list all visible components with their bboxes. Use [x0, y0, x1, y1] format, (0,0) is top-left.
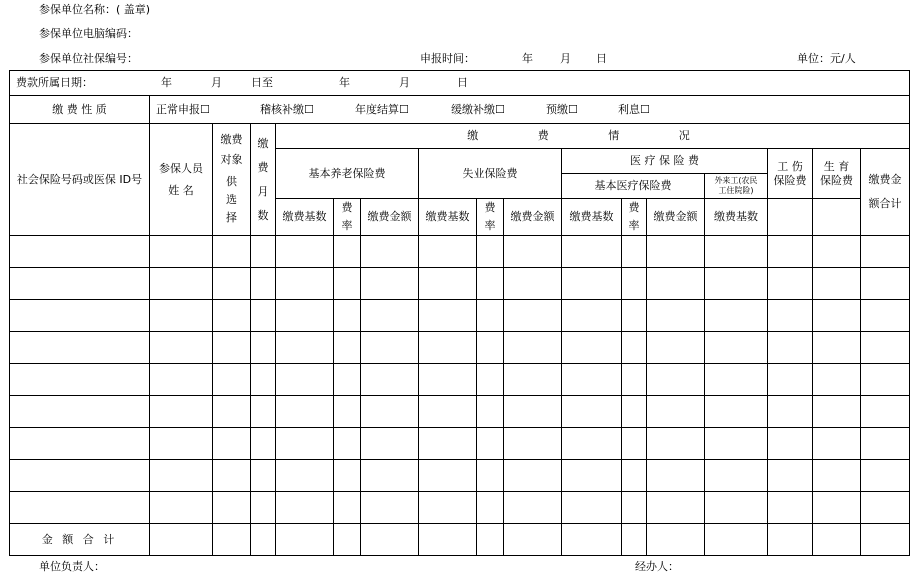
nature-option-deferred[interactable]: 缓缴补缴☐ — [451, 102, 505, 116]
cell[interactable] — [705, 396, 768, 428]
cell[interactable] — [334, 428, 361, 460]
cell[interactable] — [647, 492, 705, 524]
cell[interactable] — [361, 524, 419, 556]
cell[interactable] — [861, 236, 910, 268]
cell[interactable] — [647, 300, 705, 332]
cell[interactable] — [647, 428, 705, 460]
id-col-header: 社会保险号码或医保 ID号 — [10, 124, 150, 236]
cell[interactable] — [150, 396, 213, 428]
cell[interactable] — [10, 428, 150, 460]
cell[interactable] — [276, 236, 334, 268]
cell[interactable] — [213, 236, 251, 268]
migrant-base-header: 缴费基数 — [705, 199, 768, 236]
cell[interactable] — [361, 460, 419, 492]
cell[interactable] — [562, 460, 622, 492]
cell[interactable] — [705, 236, 768, 268]
cell[interactable] — [504, 492, 562, 524]
pension-header: 基本养老保险费 — [276, 149, 419, 199]
unit-name-label: 参保单位名称：( 盖章) — [39, 3, 151, 16]
cell[interactable] — [647, 332, 705, 364]
cell[interactable] — [276, 492, 334, 524]
cell[interactable] — [622, 428, 647, 460]
cell[interactable] — [150, 236, 213, 268]
cell[interactable] — [213, 332, 251, 364]
cell[interactable] — [562, 300, 622, 332]
cell[interactable] — [562, 332, 622, 364]
cell[interactable] — [10, 364, 150, 396]
cell[interactable] — [150, 428, 213, 460]
cell[interactable] — [562, 524, 622, 556]
object-col-line3: 供选择 — [226, 174, 237, 224]
total-col-line2: 额合计 — [868, 197, 902, 210]
cell[interactable] — [251, 396, 276, 428]
cell[interactable] — [276, 364, 334, 396]
object-col-line1: 缴费 — [220, 132, 243, 146]
cell[interactable] — [361, 492, 419, 524]
cell[interactable] — [562, 492, 622, 524]
cell[interactable] — [562, 428, 622, 460]
cell[interactable] — [768, 460, 813, 492]
cell[interactable] — [361, 300, 419, 332]
unemployment-amount-header: 缴费金额 — [504, 199, 562, 236]
cell[interactable] — [504, 428, 562, 460]
table-row — [10, 236, 910, 268]
period-row — [10, 71, 910, 96]
cell[interactable] — [768, 332, 813, 364]
cell[interactable] — [251, 460, 276, 492]
cell[interactable] — [477, 364, 504, 396]
object-col-line2: 对象 — [220, 152, 243, 166]
table-row — [10, 364, 910, 396]
cell[interactable] — [150, 332, 213, 364]
cell[interactable] — [10, 396, 150, 428]
cell[interactable] — [334, 332, 361, 364]
cell[interactable] — [504, 396, 562, 428]
cell[interactable] — [334, 236, 361, 268]
nature-option-interest[interactable]: 利息☐ — [618, 102, 650, 116]
cell[interactable] — [647, 236, 705, 268]
cell[interactable] — [705, 364, 768, 396]
cell[interactable] — [768, 364, 813, 396]
cell[interactable] — [622, 524, 647, 556]
cell[interactable] — [622, 300, 647, 332]
cell[interactable] — [276, 428, 334, 460]
cell[interactable] — [504, 460, 562, 492]
declare-time-label: 申报时间： — [420, 52, 475, 65]
cell[interactable] — [419, 236, 477, 268]
basic-medical-header: 基本医疗保险费 — [562, 174, 705, 199]
object-col-header — [213, 124, 251, 236]
cell[interactable] — [504, 236, 562, 268]
cell[interactable] — [213, 524, 251, 556]
cell[interactable] — [334, 364, 361, 396]
cell[interactable] — [334, 300, 361, 332]
cell[interactable] — [361, 396, 419, 428]
cell[interactable] — [251, 300, 276, 332]
cell[interactable] — [504, 364, 562, 396]
medical-rate-header: 费率 — [622, 199, 647, 236]
period-month1: 月 — [211, 76, 222, 89]
nature-label: 缴 费 性 质 — [10, 96, 150, 124]
cell[interactable] — [213, 460, 251, 492]
pension-base-header: 缴费基数 — [276, 199, 334, 236]
cell[interactable] — [562, 396, 622, 428]
cell[interactable] — [861, 524, 910, 556]
cell[interactable] — [477, 300, 504, 332]
name-col-header — [150, 124, 213, 236]
cell[interactable] — [861, 332, 910, 364]
cell[interactable] — [504, 524, 562, 556]
cell[interactable] — [705, 524, 768, 556]
cell[interactable] — [768, 524, 813, 556]
total-row — [10, 524, 910, 556]
injury-blank-cell — [768, 199, 813, 236]
cell[interactable] — [813, 428, 861, 460]
cell[interactable] — [768, 428, 813, 460]
table-row — [10, 300, 910, 332]
cell[interactable] — [504, 300, 562, 332]
cell[interactable] — [813, 332, 861, 364]
cell[interactable] — [768, 300, 813, 332]
total-col-header — [861, 149, 910, 236]
cell[interactable] — [768, 396, 813, 428]
cell[interactable] — [251, 332, 276, 364]
cell[interactable] — [477, 428, 504, 460]
cell[interactable] — [813, 460, 861, 492]
cell[interactable] — [861, 300, 910, 332]
cell[interactable] — [562, 236, 622, 268]
cell[interactable] — [813, 268, 861, 300]
cell[interactable] — [251, 364, 276, 396]
unemployment-rate-header: 费率 — [477, 199, 504, 236]
cell[interactable] — [276, 460, 334, 492]
cell[interactable] — [768, 492, 813, 524]
period-day-to: 日至 — [251, 76, 273, 89]
cell[interactable] — [251, 236, 276, 268]
cell[interactable] — [334, 524, 361, 556]
declare-year-label: 年 — [522, 52, 533, 65]
cell[interactable] — [10, 332, 150, 364]
period-year2: 年 — [339, 76, 350, 89]
table-row — [10, 492, 910, 524]
cell[interactable] — [150, 268, 213, 300]
table-row — [10, 268, 910, 300]
cell[interactable] — [361, 268, 419, 300]
unemployment-base-header: 缴费基数 — [419, 199, 477, 236]
nature-option-prepay[interactable]: 预缴☐ — [546, 102, 578, 116]
name-col-line1: 参保人员 — [159, 161, 203, 175]
table-row — [10, 460, 910, 492]
cell[interactable] — [647, 268, 705, 300]
cell[interactable] — [861, 492, 910, 524]
cell[interactable] — [276, 300, 334, 332]
cell[interactable] — [213, 492, 251, 524]
payment-status-header: 缴 费 情 况 — [276, 124, 910, 149]
maternity-blank-cell — [813, 199, 861, 236]
cell[interactable] — [361, 364, 419, 396]
cell[interactable] — [477, 492, 504, 524]
cell[interactable] — [705, 268, 768, 300]
cell[interactable] — [622, 460, 647, 492]
period-day2: 日 — [457, 76, 468, 89]
total-row-label: 金 额 合 计 — [10, 524, 150, 556]
cell[interactable] — [361, 428, 419, 460]
cell[interactable] — [419, 332, 477, 364]
cell[interactable] — [861, 428, 910, 460]
cell[interactable] — [334, 492, 361, 524]
cell[interactable] — [213, 268, 251, 300]
computer-code-label: 参保单位电脑编码： — [39, 27, 138, 40]
cell[interactable] — [419, 428, 477, 460]
cell[interactable] — [251, 524, 276, 556]
migrant-line1: 外来工(农民 — [714, 176, 758, 185]
cell[interactable] — [276, 396, 334, 428]
name-col-line2: 姓 名 — [168, 183, 194, 197]
cell[interactable] — [705, 428, 768, 460]
cell[interactable] — [419, 460, 477, 492]
cell[interactable] — [419, 492, 477, 524]
maternity-header — [813, 149, 861, 199]
medical-amount-header: 缴费金额 — [647, 199, 705, 236]
cell[interactable] — [813, 236, 861, 268]
cell[interactable] — [861, 268, 910, 300]
cell[interactable] — [150, 460, 213, 492]
cell[interactable] — [647, 524, 705, 556]
nature-option-audit[interactable]: 稽核补缴☐ — [260, 102, 314, 116]
cell[interactable] — [213, 364, 251, 396]
declare-day-label: 日 — [596, 52, 607, 65]
migrant-header — [705, 174, 768, 199]
cell[interactable] — [10, 300, 150, 332]
table-row — [10, 396, 910, 428]
cell[interactable] — [10, 236, 150, 268]
cell[interactable] — [477, 524, 504, 556]
cell[interactable] — [622, 492, 647, 524]
handler-label: 经办人： — [635, 560, 679, 573]
cell[interactable] — [10, 492, 150, 524]
table-row — [10, 428, 910, 460]
cell[interactable] — [504, 268, 562, 300]
cell[interactable] — [861, 364, 910, 396]
cell[interactable] — [150, 364, 213, 396]
cell[interactable] — [10, 268, 150, 300]
period-cell — [10, 71, 910, 96]
cell[interactable] — [477, 236, 504, 268]
social-security-no-label: 参保单位社保编号： — [39, 52, 138, 65]
cell[interactable] — [477, 396, 504, 428]
cell[interactable] — [419, 524, 477, 556]
cell[interactable] — [213, 396, 251, 428]
period-year1: 年 — [161, 76, 172, 89]
cell[interactable] — [861, 460, 910, 492]
cell[interactable] — [562, 268, 622, 300]
cell[interactable] — [419, 396, 477, 428]
cell[interactable] — [276, 524, 334, 556]
cell[interactable] — [419, 364, 477, 396]
injury-line2: 保险费 — [773, 173, 807, 187]
nature-options — [150, 96, 910, 124]
cell[interactable] — [562, 364, 622, 396]
cell[interactable] — [276, 268, 334, 300]
cell[interactable] — [647, 364, 705, 396]
cell[interactable] — [419, 268, 477, 300]
nature-option-annual[interactable]: 年度结算☐ — [355, 102, 409, 116]
cell[interactable] — [622, 268, 647, 300]
currency-unit-label: 单位：元/人 — [797, 52, 856, 65]
cell[interactable] — [813, 492, 861, 524]
table-row — [10, 332, 910, 364]
cell[interactable] — [150, 524, 213, 556]
nature-option-normal[interactable]: 正常申报☐ — [156, 102, 210, 116]
cell[interactable] — [361, 332, 419, 364]
cell[interactable] — [334, 396, 361, 428]
cell[interactable] — [705, 300, 768, 332]
injury-header — [768, 149, 813, 199]
maternity-line1: 生 育 — [823, 159, 850, 173]
cell[interactable] — [477, 332, 504, 364]
cell[interactable] — [213, 300, 251, 332]
migrant-line2: 工住院险) — [718, 186, 754, 195]
maternity-line2: 保险费 — [820, 173, 853, 187]
cell[interactable] — [813, 524, 861, 556]
head-row-1 — [10, 124, 910, 149]
cell[interactable] — [150, 300, 213, 332]
cell[interactable] — [813, 396, 861, 428]
cell[interactable] — [861, 396, 910, 428]
cell[interactable] — [251, 268, 276, 300]
nature-row — [10, 96, 910, 124]
cell[interactable] — [705, 492, 768, 524]
period-month2: 月 — [399, 76, 410, 89]
cell[interactable] — [477, 268, 504, 300]
cell[interactable] — [622, 332, 647, 364]
unemployment-header: 失业保险费 — [419, 149, 562, 199]
cell[interactable] — [334, 460, 361, 492]
cell[interactable] — [150, 492, 213, 524]
total-col-line1: 缴费金 — [868, 173, 902, 186]
cell[interactable] — [361, 236, 419, 268]
months-col-header: 缴费月数 — [251, 124, 276, 236]
cell[interactable] — [768, 268, 813, 300]
cell[interactable] — [622, 396, 647, 428]
cell[interactable] — [213, 428, 251, 460]
cell[interactable] — [504, 332, 562, 364]
injury-line1: 工 伤 — [777, 159, 803, 173]
pension-amount-header: 缴费金额 — [361, 199, 419, 236]
responsible-person-label: 单位负责人： — [39, 560, 105, 573]
declare-month-label: 月 — [560, 52, 571, 65]
contribution-declaration-table — [9, 70, 910, 556]
medical-base-header: 缴费基数 — [562, 199, 622, 236]
cell[interactable] — [10, 460, 150, 492]
cell[interactable] — [647, 396, 705, 428]
cell[interactable] — [334, 268, 361, 300]
cell[interactable] — [419, 300, 477, 332]
cell[interactable] — [251, 428, 276, 460]
cell[interactable] — [622, 236, 647, 268]
period-label: 费款所属日期： — [16, 76, 93, 89]
cell[interactable] — [477, 460, 504, 492]
cell[interactable] — [622, 364, 647, 396]
pension-rate-header: 费率 — [334, 199, 361, 236]
cell[interactable] — [813, 364, 861, 396]
cell[interactable] — [705, 460, 768, 492]
cell[interactable] — [647, 460, 705, 492]
cell[interactable] — [768, 236, 813, 268]
medical-header: 医 疗 保 险 费 — [562, 149, 768, 174]
cell[interactable] — [813, 300, 861, 332]
cell[interactable] — [705, 332, 768, 364]
cell[interactable] — [251, 492, 276, 524]
cell[interactable] — [276, 332, 334, 364]
